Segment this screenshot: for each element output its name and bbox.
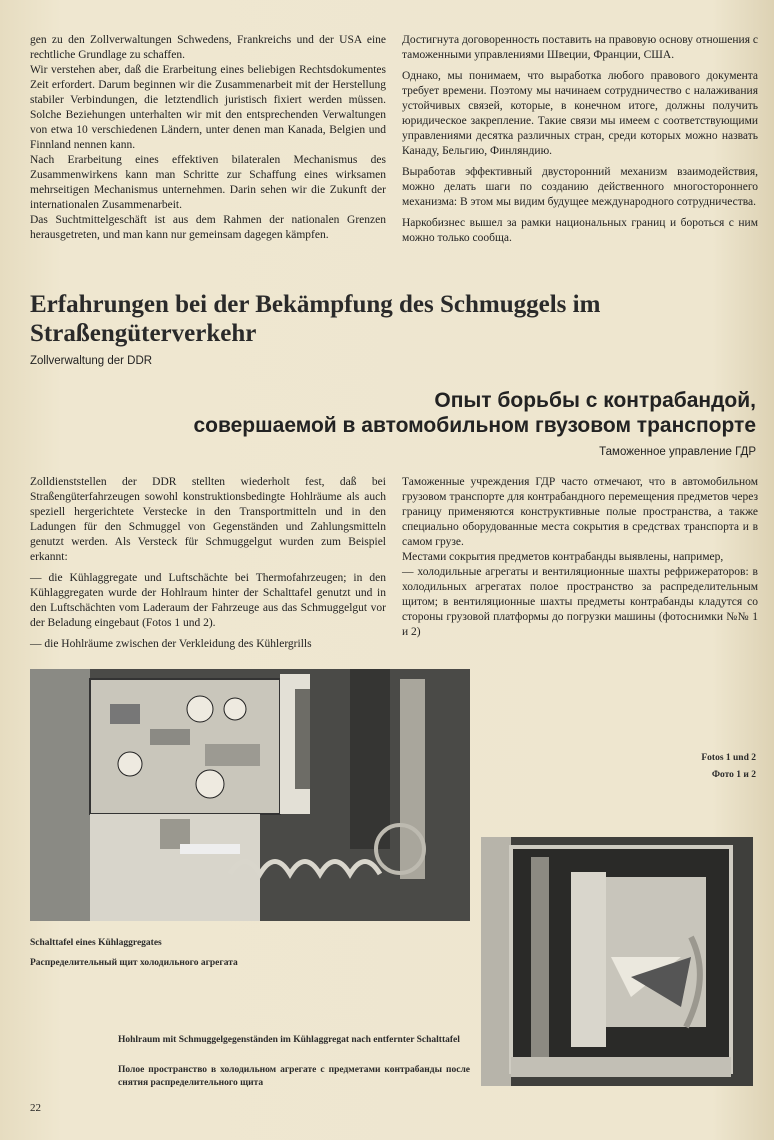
top-text-russian	[402, 33, 758, 252]
paragraph: Таможенные учреждения ГДР часто отмечают, что в автомобильном грузовом транспорте для контрабандного перемещения предметов через границу применяются конструктивные полые пространства, а также специально оборудованные места сокрытия в средствах транспорта и в самом грузе.	[402, 476, 758, 548]
title-line: совершаемой в автомобильном гвузовом транспорте	[193, 414, 756, 437]
author-org-german: Zollverwaltung der DDR	[30, 355, 153, 367]
article-body-russian	[402, 475, 758, 646]
author-org-russian: Таможенное управление ГДР	[599, 446, 756, 458]
top-text-german	[30, 33, 386, 243]
article-body-german	[30, 475, 386, 658]
title-line: Опыт борьбы с контрабандой,	[434, 389, 756, 412]
photo2-caption-russian: Полое пространство в холодильном агрегате с предметами контрабанды после снятия распределительного щита	[118, 1065, 470, 1088]
photo1-caption-russian: Распределительный щит холодильного агрегата	[30, 958, 238, 968]
paragraph: — die Hohlräume zwischen der Verkleidung des Kühlergrills	[30, 638, 312, 650]
paragraph: Zolldienststellen der DDR stellten wiederholt fest, daß bei Straßengüterfahrzeugen sowohl konstruktionsbedingte Hohlräume als auch speziell hergerichtete Verstecke in den Transportmitteln und in den Ladungen für den Schmuggel von Gegenständen und Zahlungsmitteln genutzt werden. Als Versteck für Schmuggelgut wurden zum Beispiel erkannt:	[30, 476, 386, 563]
photo-reference-german: Fotos 1 und 2	[701, 753, 756, 763]
paragraph: — холодильные агрегаты и вентиляционные шахты рефрижераторов: в холодильных агрегатах полое пространство за распределительным щитом; в вентиляционные шахты предметы контрабанды кладутся со стороны грузовой платформы до погрузки машины (фотоснимки №№ 1 и 2)	[402, 566, 758, 638]
contraband-cavity-illustration	[481, 837, 753, 1086]
paragraph: Wir verstehen aber, daß die Erarbeitung eines beliebigen Rechtsdokumentes Zeit erfordert. Darum beginnen wir die Zusammenarbeit mit der Herstellung stabiler Verbindungen, die letztendlich juristisch fixiert werden müssen. Solche Beziehungen unterhalten wir mit den entsprechenden Verwaltungen von etwa 10 verschiedenen Ländern, unter denen man Kanada, Belgien und Finnland nennen kann.	[30, 64, 386, 151]
paragraph: Nach Erarbeitung eines effektiven bilateralen Mechanismus des Zusammenwirkens kann man Schritte zur Schaffung eines wirksamen mehrseitigen Mechanismus unternehmen. Darin sehen wir die Zukunft der internationalen Zusammenarbeit.	[30, 154, 386, 211]
article-title-russian	[100, 388, 756, 438]
control-panel-illustration	[30, 669, 470, 921]
paragraph: Однако, мы понимаем, что выработка любого правового документа требует времени. Поэтому мы начинаем сотрудничество с налаживания устойчивых связей, которые, в конечном итоге, должны получить юридическое закрепление. Такие связи мы имеем с соответствующими управлениями десятка различных стран, среди которых можно назвать Канаду, Бельгию, Финляндию.	[402, 70, 758, 157]
photo-control-panel	[30, 669, 470, 921]
paragraph: Местами сокрытия предметов контрабанды выявлены, например,	[402, 551, 724, 563]
paragraph: Выработав эффективный двусторонний механизм взаимодействия, можно делать шаги по созданию действенного многостороннего механизма: В этом мы видим будущее международного сотрудничества.	[402, 166, 758, 208]
paragraph: Das Suchtmittelgeschäft ist aus dem Rahmen der nationalen Grenzen herausgetreten, und man kann nur gemeinsam dagegen kämpfen.	[30, 214, 386, 241]
photo-contraband-cavity	[481, 837, 753, 1086]
photo1-caption-german: Schalttafel eines Kühlaggregates	[30, 938, 162, 948]
photo-reference-russian: Фото 1 и 2	[711, 770, 756, 780]
article-title-german: Erfahrungen bei der Bekämpfung des Schmuggels im Straßengüterverkehr	[30, 291, 601, 347]
paragraph: gen zu den Zollverwaltungen Schwedens, Frankreichs und der USA eine rechtliche Grundlage zu schaffen.	[30, 34, 386, 61]
paragraph: Достигнута договоренность поставить на правовую основу отношения с таможенными управлениями Швеции, Франции, США.	[402, 34, 758, 61]
paragraph: — die Kühlaggregate und Luftschächte bei Thermofahrzeugen; in den Kühlaggregaten wurde der Hohlraum hinter der Schalttafel genutzt und in den Luftschächten vom Laderaum der Fahrzeuge aus das Schmuggelgut vor der Beladung eingebaut (Fotos 1 und 2).	[30, 572, 386, 629]
paragraph: Наркобизнес вышел за рамки национальных границ и бороться с ним можно только сообща.	[402, 217, 758, 244]
photo2-caption-german: Hohlraum mit Schmuggelgegenständen im Kühlaggregat nach entfernter Schalttafel	[118, 1035, 460, 1045]
page-number: 22	[30, 1102, 41, 1114]
